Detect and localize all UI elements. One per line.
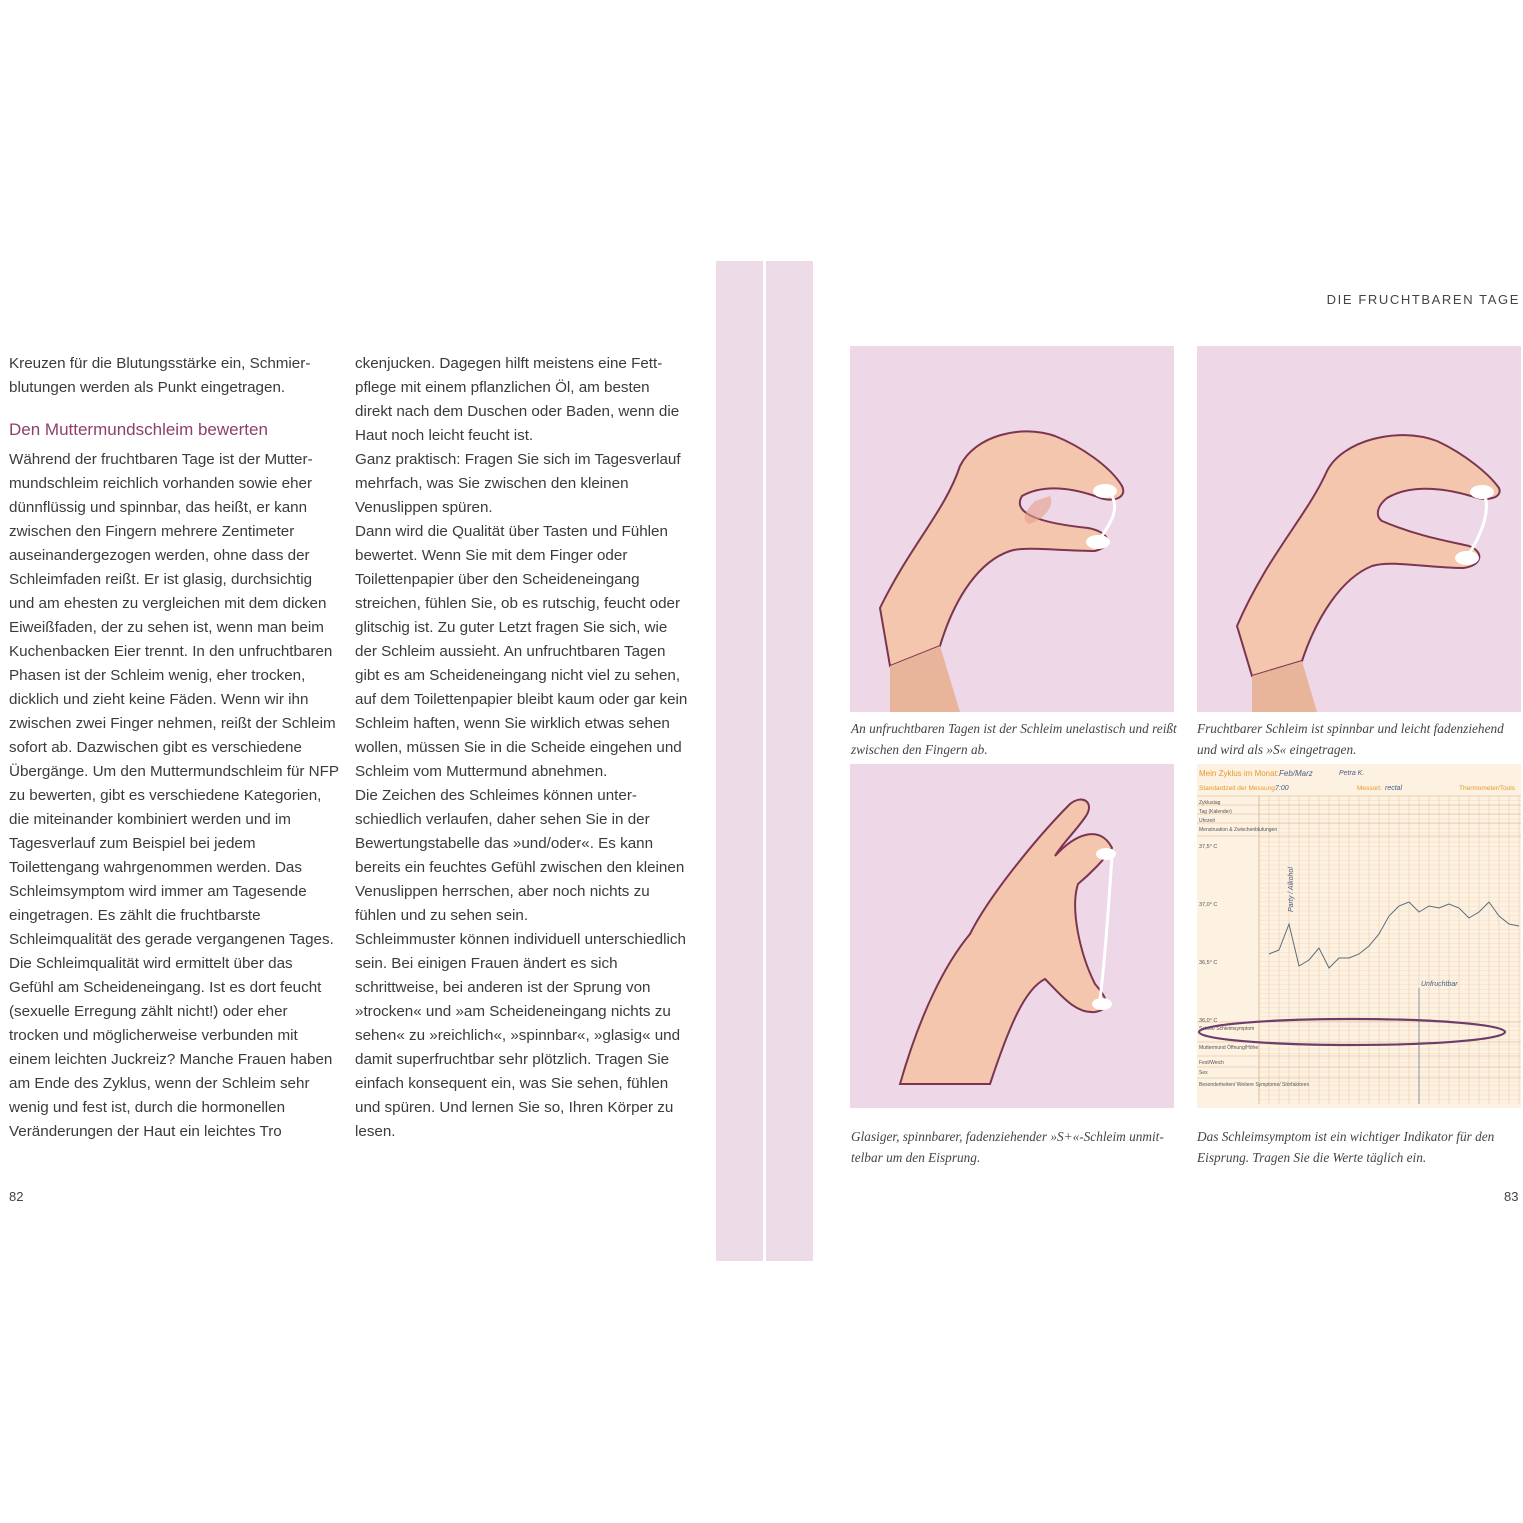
row-label: Fest/Weich: [1199, 1060, 1224, 1066]
section-heading: Den Muttermundschleim bewerten: [9, 420, 268, 439]
row-label: Besonderheiten/ Weitere Symptome/ Störfaktoren: [1199, 1082, 1310, 1088]
figure-fertile-mucus: [1197, 346, 1521, 712]
cycle-chart-form: [1197, 764, 1521, 1108]
running-head: DIE FRUCHTBAREN TAGE: [1326, 292, 1520, 307]
gutter-strip-left: [716, 261, 763, 1261]
measure-time-value: 7:00: [1275, 785, 1289, 792]
temperature-curve: [1269, 902, 1519, 968]
page-number-left: 82: [9, 1189, 24, 1204]
figure-unfertile-mucus: [850, 346, 1174, 712]
annotation-text: Unfruchtbar: [1421, 981, 1458, 988]
vertical-note: Party / Alkohol: [1288, 867, 1295, 912]
left-column: [9, 352, 339, 1144]
middle-column: [355, 352, 689, 1144]
measure-place-value: rectal: [1385, 785, 1403, 792]
paragraph: Schleimmuster können individuell unterschiedlich sein. Bei einigen Frauen ändert es sich schrittweise, bei anderen ist der Sprung von »trocken« und »am Scheideneingang nichts zu sehen« zu »reichlich«, »spinnbar«, »glasig« und damit superfruchtbar sehr plötzlich. Tragen Sie einfach konsequent ein, was Sie sehen, fühlen und spüren. Und lernen Sie so, Ihren Körper zu lesen.: [355, 931, 686, 1140]
row-label: Uhrzeit: [1199, 818, 1215, 824]
figure-glossy-mucus: [850, 764, 1174, 1108]
gutter-strip-right: [766, 261, 813, 1261]
temp-label: 37,5° C: [1199, 844, 1218, 850]
thermometer-label: Thermometer/Tools: [1459, 785, 1515, 792]
row-label: Sex: [1199, 1070, 1208, 1076]
paragraph: ckenjucken. Dagegen hilft meistens eine Fettpflege mit einem pflanzlichen Öl, am besten direkt nach dem Duschen oder Baden, wenn die Haut noch leicht feucht ist.: [355, 355, 680, 444]
caption-fig4: Das Schleimsymptom ist ein wichtiger Indikator für den Eisprung. Tragen Sie die Werte täglich ein.: [1197, 1129, 1495, 1165]
paragraph: Die Zeichen des Schleimes können unterschiedlich verlaufen, daher sehen Sie in der Bewertungstabelle das »und/oder«. Es kann bereits ein feuchtes Gefühl zwischen den kleinen Venuslippen herrschen, aber noch nichts zu fühlen und zu sehen sein.: [355, 787, 685, 924]
chart-grid: [1197, 796, 1521, 1104]
row-label: Muttermund Öffnung/Höhe: [1199, 1045, 1259, 1051]
paragraph: Ganz praktisch: Fragen Sie sich im Tagesverlauf mehrfach, was Sie zwischen den kleinen Venuslippen spüren.: [355, 451, 681, 516]
caption-fig1: An unfruchtbaren Tagen ist der Schleim unelastisch und reißt zwischen den Fingern ab.: [851, 721, 1177, 757]
paragraph: Dann wird die Qualität über Tasten und Fühlen bewertet. Wenn Sie mit dem Finger oder Toilettenpapier über den Scheideneingang streichen, fühlen Sie, ob es rutschig, feucht oder glitschig ist. Zu guter Letzt fragen Sie sich, wie der Schleim aussieht. An unfruchtbaren Tagen gibt es am Scheideneingang nicht viel zu sehen, auf dem Toilettenpapier bleibt kaum oder gar kein Schleim haften, wenn Sie wirklich etwas sehen wollen, müssen Sie in die Scheide eingehen und Schleim vom Muttermund abnehmen.: [355, 523, 688, 780]
paragraph: Während der fruchtbaren Tage ist der Muttermundschleim reichlich vorhanden sowie eher dünnflüssig und spinnbar, das heißt, er kann zwischen den Fingern mehrere Zentimeter auseinandergezogen werden, ohne dass der Schleimfaden reißt. Er ist glasig, durchsichtig und am ehesten zu vergleichen mit dem dicken Eiweißfaden, der zu sehen ist, wenn man beim Kuchenbacken Eier trennt. In den unfruchtbaren Phasen ist der Schleim wenig, eher trocken, dicklich und zieht keine Fäden. Wenn wir ihn zwischen zwei Finger nehmen, reißt der Schleim sofort ab. Dazwischen gibt es verschiedene Übergänge. Um den Muttermundschleim für NFP zu bewerten, gibt es verschiedene Kategorien, die miteinander kombiniert werden und im Tagesverlauf zum Beispiel bei jedem Toilettengang wahrgenommen werden. Das Schleimsymptom wird immer am Tagesende eingetragen. Es zählt die fruchtbarste Schleimqualität des gerade vergangenen Tages.: [9, 451, 339, 948]
caption-fig3: Glasiger, spinnbarer, fadenziehender »S+«-Schleim unmittelbar um den Eisprung.: [851, 1129, 1164, 1165]
cycle-chart-svg: [1197, 764, 1521, 1108]
form-name-value: Petra K.: [1339, 770, 1365, 777]
hand-stretch-icon: [1197, 346, 1521, 712]
hand-glossy-thread-icon: [850, 764, 1174, 1108]
hand-pinch-icon: [850, 346, 1174, 712]
measure-place-label: Messort:: [1357, 785, 1382, 792]
temp-label: 36,5° C: [1199, 960, 1218, 966]
caption-fig2: Fruchtbarer Schleim ist spinnbar und leicht fadenziehend und wird als »S« eingetragen.: [1197, 721, 1504, 757]
page-number-right: 83: [1504, 1189, 1519, 1204]
row-label: Zyklustag: [1199, 800, 1221, 806]
form-title: Mein Zyklus im Monat:: [1199, 769, 1280, 778]
row-label: Menstruation & Zwischenblutungen: [1199, 827, 1278, 833]
temp-label: 37,0° C: [1199, 902, 1218, 908]
row-label: Tag (Kalender): [1199, 809, 1232, 815]
measure-time-label: Standardzeit der Messung:: [1199, 785, 1277, 792]
temp-label: 36,0° C: [1199, 1018, 1218, 1024]
form-title-value: Feb/Marz: [1279, 769, 1313, 778]
paragraph: Die Schleimqualität wird ermittelt über das Gefühl am Scheideneingang. Ist es dort feucht (sexuelle Erregung zählt nicht!) oder eher trocken und möglicherweise verbunden mit einem leichten Juckreiz? Manche Frauen haben am Ende des Zyklus, wenn der Schleim sehr wenig und fest ist, durch die hormonellen Veränderungen der Haut ein leichtes Tro: [9, 955, 333, 1140]
row-label: Sekret/ Schleimsymptom: [1199, 1026, 1255, 1032]
paragraph: Kreuzen für die Blutungsstärke ein, Schmierblutungen werden als Punkt eingetragen.: [9, 355, 311, 396]
